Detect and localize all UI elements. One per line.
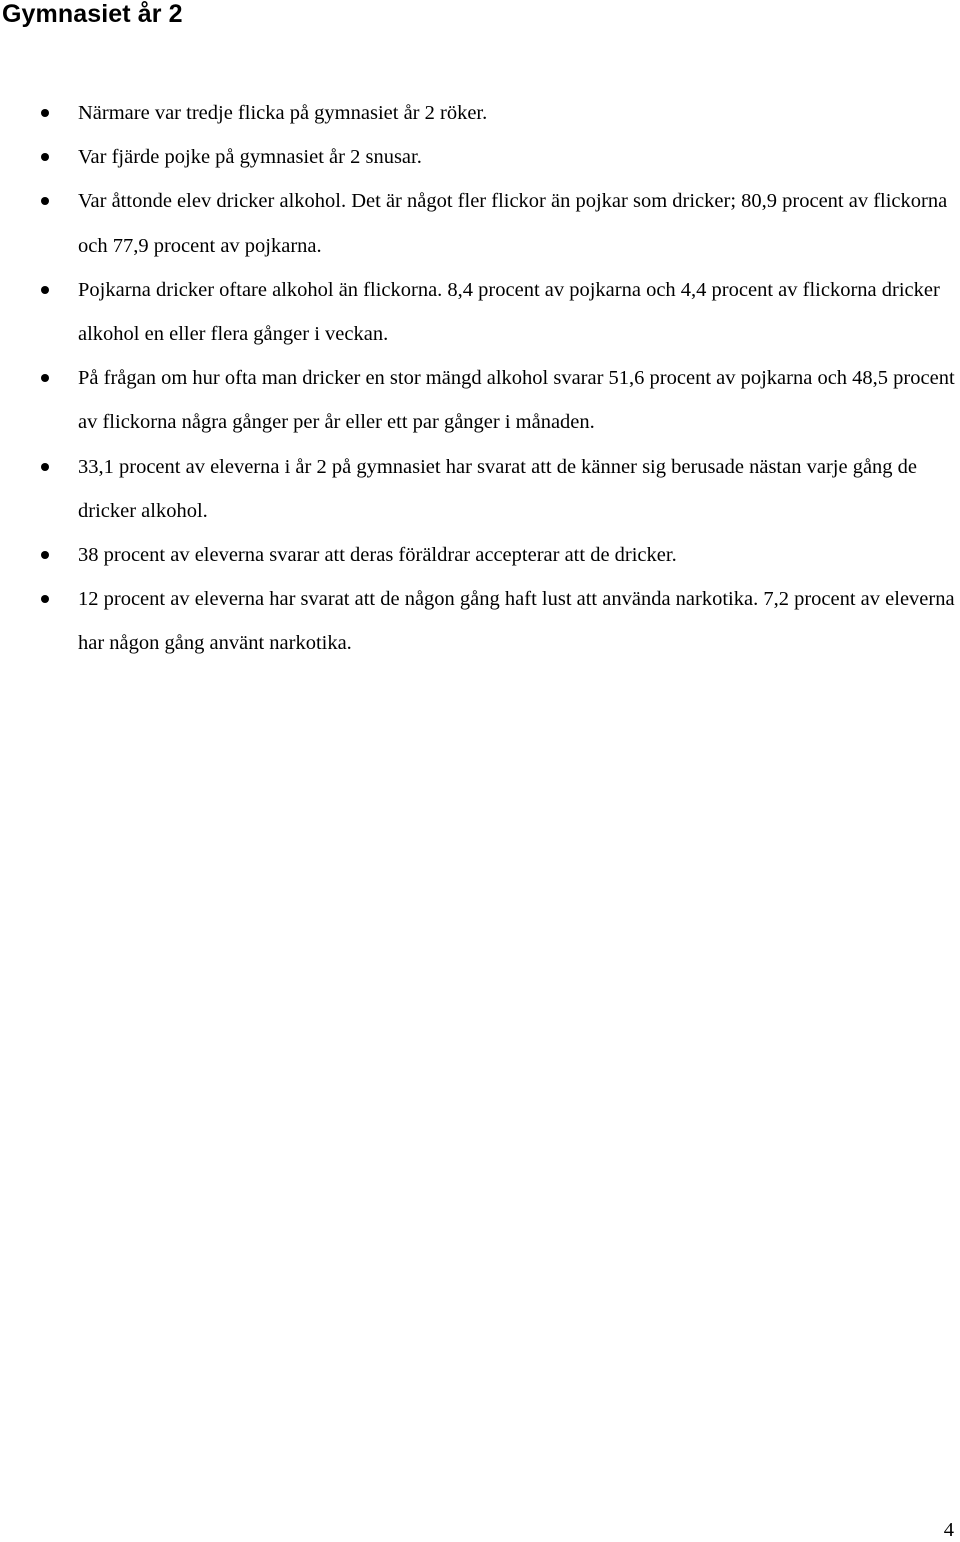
list-item bbox=[0, 356, 960, 444]
list-item-text: Pojkarna dricker oftare alkohol än flickorna. 8,4 procent av pojkarna och 4,4 procent av flickorna dricker alkohol en eller flera gånger i veckan. bbox=[78, 278, 940, 346]
list-item-text: På frågan om hur ofta man dricker en stor mängd alkohol svarar 51,6 procent av pojkarna och 48,5 procent av flickorna några gånger per år eller ett par gånger i månaden. bbox=[78, 367, 955, 434]
bullet-icon bbox=[41, 551, 49, 559]
page-number: 4 bbox=[943, 1519, 954, 1541]
bullet-icon bbox=[41, 153, 49, 161]
bullet-icon bbox=[41, 286, 49, 294]
list-item bbox=[0, 91, 960, 135]
list-item bbox=[0, 268, 960, 356]
list-item-text: Var åttonde elev dricker alkohol. Det är något fler flickor än pojkar som dricker; 80,9 procent av flickorna och 77,9 procent av pojkarna. bbox=[78, 190, 948, 257]
list-item-text: Närmare var tredje flicka på gymnasiet år 2 röker. bbox=[78, 102, 488, 124]
list-item-text: Var fjärde pojke på gymnasiet år 2 snusar. bbox=[78, 146, 422, 169]
bullet-icon bbox=[41, 374, 49, 382]
list-item bbox=[0, 577, 960, 665]
bullet-icon bbox=[41, 463, 49, 471]
list-item bbox=[0, 445, 960, 533]
list-item bbox=[0, 135, 960, 179]
list-item-text: 12 procent av eleverna har svarat att de någon gång haft lust att använda narkotika. 7,2 procent av eleverna har någon gång använt narkotika. bbox=[78, 588, 955, 655]
list-item bbox=[0, 179, 960, 267]
list-item-text: 33,1 procent av eleverna i år 2 på gymnasiet har svarat att de känner sig berusade nästan varje gång de dricker alkohol. bbox=[78, 455, 918, 522]
bullet-list bbox=[0, 91, 960, 666]
list-item-text: 38 procent av eleverna svarar att deras föräldrar accepterar att de dricker. bbox=[78, 544, 677, 567]
page-title: Gymnasiet år 2 bbox=[2, 0, 183, 28]
bullet-icon bbox=[41, 595, 49, 603]
bullet-icon bbox=[41, 197, 49, 205]
bullet-icon bbox=[41, 109, 49, 117]
list-item bbox=[0, 533, 960, 577]
